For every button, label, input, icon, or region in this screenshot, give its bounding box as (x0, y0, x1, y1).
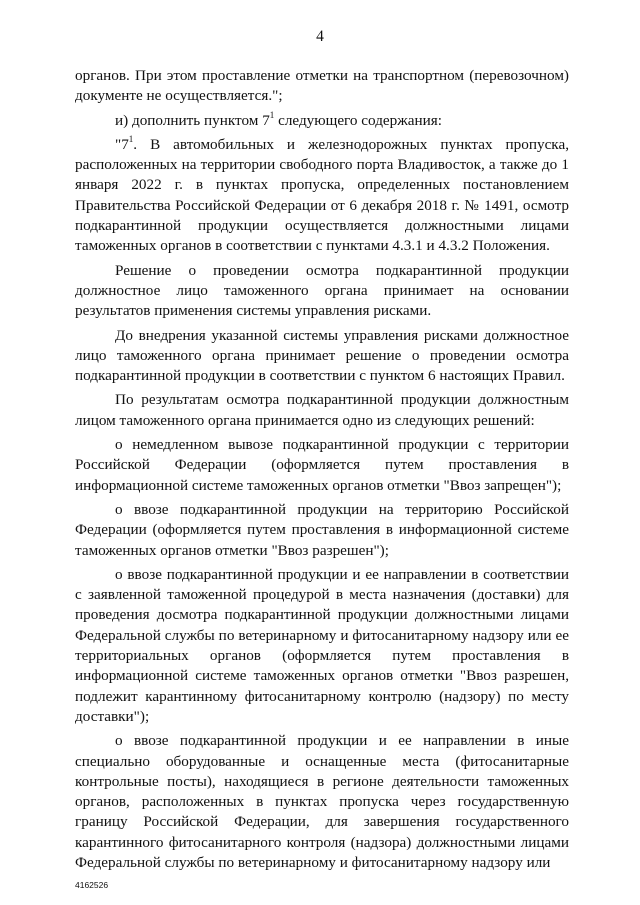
paragraph-10: о ввозе подкарантинной продукции и ее направлении в иные специально оборудованные и оснащенные места (фитосанитарные контрольные посты), находящиеся в регионе деятельности таможенных органов, расположенных в пунктах пропуска через государственную границу Российской Федерации, для завершения государственного карантинного фитосанитарного контроля (надзора) должностными лицами Федеральной службы по ветеринарному и фитосанитарному надзору или (75, 732, 569, 871)
paragraph-7: о немедленном вывозе подкарантинной продукции с территории Российской Федерации (оформляется путем проставления в информационной системе таможенных органов отметки "Ввоз запрещен"); (75, 436, 569, 494)
page-number: 4 (316, 28, 324, 45)
paragraph-4: Решение о проведении осмотра подкарантинной продукции должностное лицо таможенного органа принимает на основании результатов применения системы управления рисками. (75, 261, 569, 320)
paragraph-9: о ввозе подкарантинной продукции и ее направлении в соответствии с заявленной таможенной процедурой в места назначения (доставки) для проведения досмотра подкарантинной продукции должностными лицами Федеральной службы по ветеринарному и фитосанитарному надзору или ее территориальных органов (оформляется путем проставления в информационной системе таможенных органов отметки "Ввоз разрешен, подлежит карантинному фитосанитарному контролю (надзору) по месту доставки"); (75, 565, 569, 725)
document-id: 4162526 (75, 880, 109, 890)
paragraph-5: До внедрения указанной системы управления рисками должностное лицо таможенного органа принимает решение о проведении осмотра подкарантинной продукции в соответствии с пунктом 6 настоящих Правил. (75, 326, 569, 385)
paragraph-8: о ввозе подкарантинной продукции на территорию Российской Федерации (оформляется путем проставления в информационной системе таможенных органов отметки "Ввоз разрешен"); (75, 500, 569, 559)
superscript: 1 (128, 133, 134, 144)
paragraph-1: органов. При этом проставление отметки на транспортном (перевозочном) документе не осуществляется."; (75, 67, 569, 105)
paragraph-2: и) дополнить пунктом $7^1$ следующего содержания: (115, 109, 442, 129)
paragraph-3: "$7^1$. В автомобильных и железнодорожных пунктах пропуска, расположенных на территории свободного порта Владивосток, а также до 1 января 2022 г. в пунктах пропуска, определенных постановлением Правительства Российской Федерации от 6 декабря 2018 г. № 1491, осмотр подкарантинной продукции осуществляется должностными лицами таможенных органов в соответствии с пунктами 4.3.1 и 4.3.2 Положения. (75, 133, 569, 255)
superscript: 1 (269, 109, 275, 120)
document-body (75, 66, 569, 873)
paragraph-6: По результатам осмотра подкарантинной продукции должностным лицом таможенного органа принимается одно из следующих решений: (75, 391, 569, 429)
